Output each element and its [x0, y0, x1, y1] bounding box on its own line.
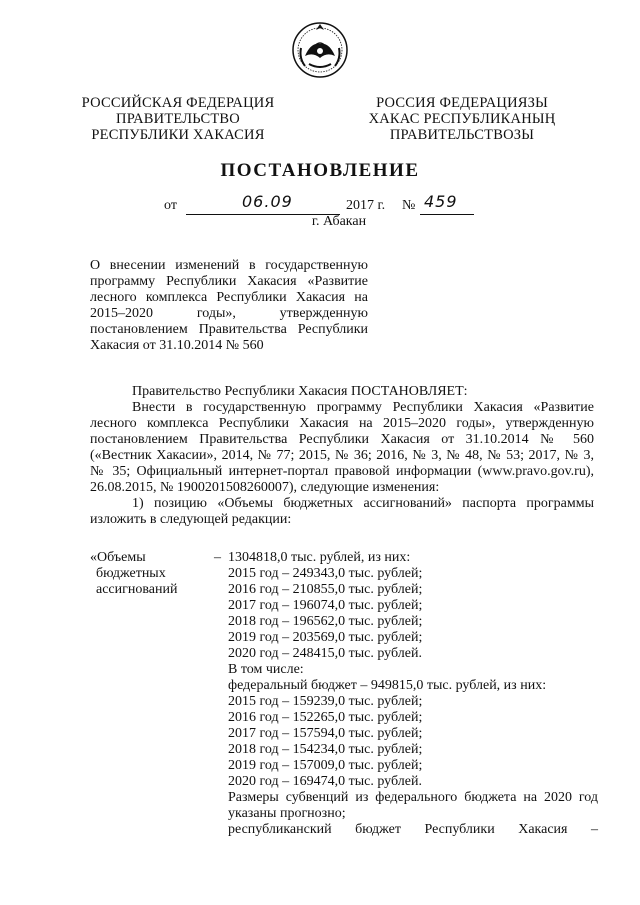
allocation-line: 2020 год – 248415,0 тыс. рублей.: [228, 646, 422, 661]
city-name: г. Абакан: [311, 214, 367, 229]
subject-line: 2015–2020 годы», утвержденную: [90, 306, 368, 321]
allocation-line: 2016 год – 152265,0 тыс. рублей;: [228, 710, 423, 725]
allocation-line: 2015 год – 249343,0 тыс. рублей;: [228, 566, 423, 581]
subject-line: О внесении изменений в государственную: [90, 258, 368, 273]
allocation-line: указаны прогнозно;: [228, 806, 346, 821]
allocation-line: 2019 год – 157009,0 тыс. рублей;: [228, 758, 423, 773]
header-right-block: [352, 95, 572, 143]
header-left-line: ПРАВИТЕЛЬСТВО: [116, 111, 240, 127]
label-line: бюджетных: [96, 566, 166, 581]
body-line: («Вестник Хакасии», 2014, № 77; 2015, № 36; 2016, № 3, № 48, № 53; 2017, № 3,: [90, 448, 594, 463]
header-left-line: РЕСПУБЛИКИ ХАКАСИЯ: [91, 127, 265, 143]
subject-line: лесного комплекса Республики Хакасия на: [90, 290, 368, 305]
allocation-line: федеральный бюджет – 949815,0 тыс. рублей, из них:: [228, 678, 547, 693]
body-line: изложить в следующей редакции:: [90, 512, 292, 527]
body-line: лесного комплекса Республики Хакасия на 2015–2020 годы», утвержденную: [90, 416, 594, 431]
number-sign: №: [402, 198, 416, 213]
label-line: «Объемы: [90, 550, 146, 565]
date-underline: [186, 192, 340, 215]
date-prefix: от: [164, 198, 177, 213]
header-right-line: ПРАВИТЕЛЬСТВОЗЫ: [389, 127, 535, 143]
header-right-line: РОССИЯ ФЕДЕРАЦИЯЗЫ: [376, 95, 548, 111]
body-line: Правительство Республики Хакасия ПОСТАНОВЛЯЕТ:: [132, 384, 468, 399]
allocation-line: 2018 год – 196562,0 тыс. рублей;: [228, 614, 423, 629]
allocation-line: республиканский бюджет Республики Хакасия –: [228, 822, 598, 837]
allocation-line: Размеры субвенций из федерального бюджета на 2020 год: [228, 790, 598, 805]
body-line: Внести в государственную программу Республики Хакасия «Развитие: [132, 400, 594, 415]
allocation-line: 2016 год – 210855,0 тыс. рублей;: [228, 582, 423, 597]
allocation-line: 2019 год – 203569,0 тыс. рублей;: [228, 630, 423, 645]
label-line: ассигнований: [96, 582, 178, 597]
header-left-line: РОССИЙСКАЯ ФЕДЕРАЦИЯ: [81, 95, 275, 111]
allocation-line: 2017 год – 196074,0 тыс. рублей;: [228, 598, 423, 613]
document-title: ПОСТАНОВЛЕНИЕ: [220, 160, 420, 181]
allocation-line: 2015 год – 159239,0 тыс. рублей;: [228, 694, 423, 709]
header-left-block: [78, 95, 278, 143]
subject-line: Хакасия от 31.10.2014 № 560: [90, 338, 264, 353]
allocation-line: 1304818,0 тыс. рублей, из них:: [228, 550, 411, 565]
allocation-dash: –: [214, 550, 221, 565]
coat-of-arms-emblem: [289, 18, 351, 80]
body-line: № 35; Официальный интернет-портал правовой информации (www.pravo.gov.ru),: [90, 464, 594, 479]
allocation-label: [90, 550, 210, 598]
body-line: 26.08.2015, № 1900201508260007), следующие изменения:: [90, 480, 440, 495]
number-underline: [420, 192, 474, 215]
date-year: 2017 г.: [346, 198, 386, 213]
allocation-line: 2018 год – 154234,0 тыс. рублей;: [228, 742, 423, 757]
allocation-line: 2020 год – 169474,0 тыс. рублей.: [228, 774, 422, 789]
subject-line: программу Республики Хакасия «Развитие: [90, 274, 368, 289]
decree-subject: [90, 258, 368, 354]
decree-body: [90, 384, 594, 528]
header-right-line: ХАКАС РЕСПУБЛИКАНЫҢ: [368, 111, 556, 127]
allocation-values: [228, 550, 598, 838]
body-line: постановлением Правительства Республики Хакасия от 31.10.2014 № 560: [90, 432, 594, 447]
allocation-line: 2017 год – 157594,0 тыс. рублей;: [228, 726, 423, 741]
handwritten-number: 459: [424, 192, 458, 211]
allocation-line: В том числе:: [228, 662, 304, 677]
handwritten-date: 06.09: [242, 192, 293, 211]
body-line: 1) позицию «Объемы бюджетных ассигнований» паспорта программы: [132, 496, 594, 511]
subject-line: постановлением Правительства Республики: [90, 322, 368, 337]
